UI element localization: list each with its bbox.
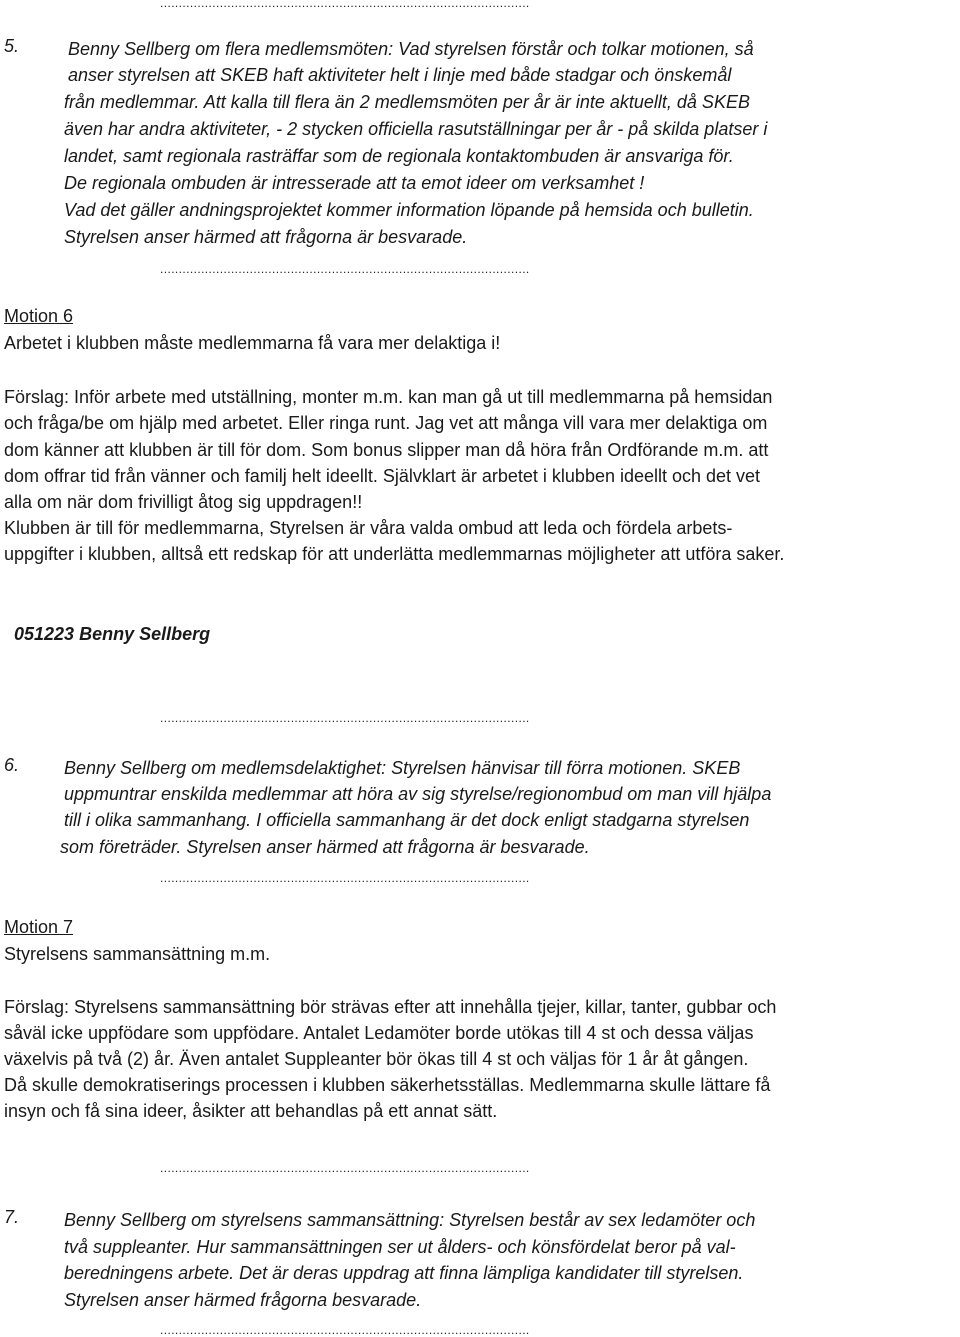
separator: ...................................................................................................	[160, 711, 530, 725]
answer-5-line: landet, samt regionala rasträffar som de regionala kontaktombuden är ansvariga för.	[64, 146, 734, 166]
motion-7-line: såväl icke uppfödare som uppfödare. Antalet Ledamöter borde utökas till 4 st och dessa väljas	[4, 1023, 754, 1043]
separator-bottom: ...................................................................................................	[160, 1323, 530, 1337]
answer-5-number: 5.	[4, 36, 20, 56]
answer-7-line: Styrelsen anser härmed frågorna besvarade.	[64, 1290, 422, 1310]
motion-7-line: insyn och få sina ideer, åsikter att behandlas på ett annat sätt.	[4, 1101, 498, 1121]
motion-7-title: Styrelsens sammansättning m.m.	[4, 944, 271, 964]
motion-6-line: alla om när dom frivilligt åtog sig uppdragen!!	[4, 492, 363, 512]
motion-6-title: Arbetet i klubben måste medlemmarna få vara mer delaktiga i!	[4, 333, 501, 353]
motion-6-line: Förslag: Inför arbete med utställning, monter m.m. kan man gå ut till medlemmarna på hemsidan	[4, 387, 773, 407]
answer-7-line: två suppleanter. Hur sammansättningen ser ut ålders- och könsfördelat beror på val-	[64, 1237, 736, 1257]
motion-6-signature: 051223 Benny Sellberg	[14, 624, 211, 644]
motion-6-line: Klubben är till för medlemmarna, Styrelsen är våra valda ombud att leda och fördela arbets-	[4, 518, 733, 538]
answer-5-line: Benny Sellberg om flera medlemsmöten: Vad styrelsen förstår och tolkar motionen, så	[68, 39, 754, 59]
answer-5-line: Vad det gäller andningsprojektet kommer information löpande på hemsida och bulletin.	[64, 200, 754, 220]
motion-6-line: och fråga/be om hjälp med arbetet. Eller ringa runt. Jag vet att många vill vara mer delaktiga om	[4, 413, 768, 433]
motion-7-line: Förslag: Styrelsens sammansättning bör strävas efter att innehålla tjejer, killar, tanter, gubbar och	[4, 997, 777, 1017]
motion-6-heading	[4, 303, 73, 329]
answer-5-line: Styrelsen anser härmed att frågorna är besvarade.	[64, 227, 468, 247]
motion-7-heading	[4, 914, 73, 940]
motion-6-line: dom offrar tid från vänner och familj helt ideellt. Självklart är arbetet i klubben ideellt och det vet	[4, 466, 761, 486]
separator: ...................................................................................................	[160, 871, 530, 885]
separator: ...................................................................................................	[160, 262, 530, 276]
answer-7-line: Benny Sellberg om styrelsens sammansättning: Styrelsen består av sex ledamöter och	[64, 1210, 756, 1230]
motion-6-line: dom känner att klubben är till för dom. Som bonus slipper man då höra från Ordförande m.m. att	[4, 440, 769, 460]
answer-6-line: som företräder. Styrelsen anser härmed att frågorna är besvarade.	[60, 837, 590, 857]
motion-6-line: uppgifter i klubben, alltså ett redskap för att underlätta medlemmarnas möjligheter att utföra saker.	[4, 544, 785, 564]
answer-5-line: anser styrelsen att SKEB haft aktiviteter helt i linje med både stadgar och önskemål	[68, 65, 732, 85]
separator: ...................................................................................................	[160, 1161, 530, 1175]
motion-6-heading-text: Motion 6	[4, 306, 74, 326]
motion-7-line: växelvis på två (2) år. Även antalet Suppleanter bör ökas till 4 st och väljas för 1 år åt gången.	[4, 1049, 749, 1069]
answer-5-line: även har andra aktiviteter, - 2 stycken officiella rasutställningar per år - på skilda platser i	[64, 119, 768, 139]
motion-7-heading-text: Motion 7	[4, 917, 74, 937]
answer-5-line: från medlemmar. Att kalla till flera än 2 medlemsmöten per år är inte aktuellt, då SKEB	[64, 92, 750, 112]
answer-7-line: beredningens arbete. Det är deras uppdrag att finna lämpliga kandidater till styrelsen.	[64, 1263, 744, 1283]
answer-6-number: 6.	[4, 755, 20, 775]
motion-7-line: Då skulle demokratiserings processen i klubben säkerhetsställas. Medlemmarna skulle lättare få	[4, 1075, 771, 1095]
answer-5-line: De regionala ombuden är intresserade att ta emot ideer om verksamhet !	[64, 173, 645, 193]
answer-6-line: Benny Sellberg om medlemsdelaktighet: Styrelsen hänvisar till förra motionen. SKEB	[64, 758, 741, 778]
answer-6-line: uppmuntrar enskilda medlemmar att höra av sig styrelse/regionombud om man vill hjälpa	[64, 784, 772, 804]
answer-7-number: 7.	[4, 1207, 20, 1227]
separator-top: ...................................................................................................	[160, 0, 530, 10]
answer-6-line: till i olika sammanhang. I officiella sammanhang är det dock enligt stadgarna styrelsen	[64, 810, 750, 830]
